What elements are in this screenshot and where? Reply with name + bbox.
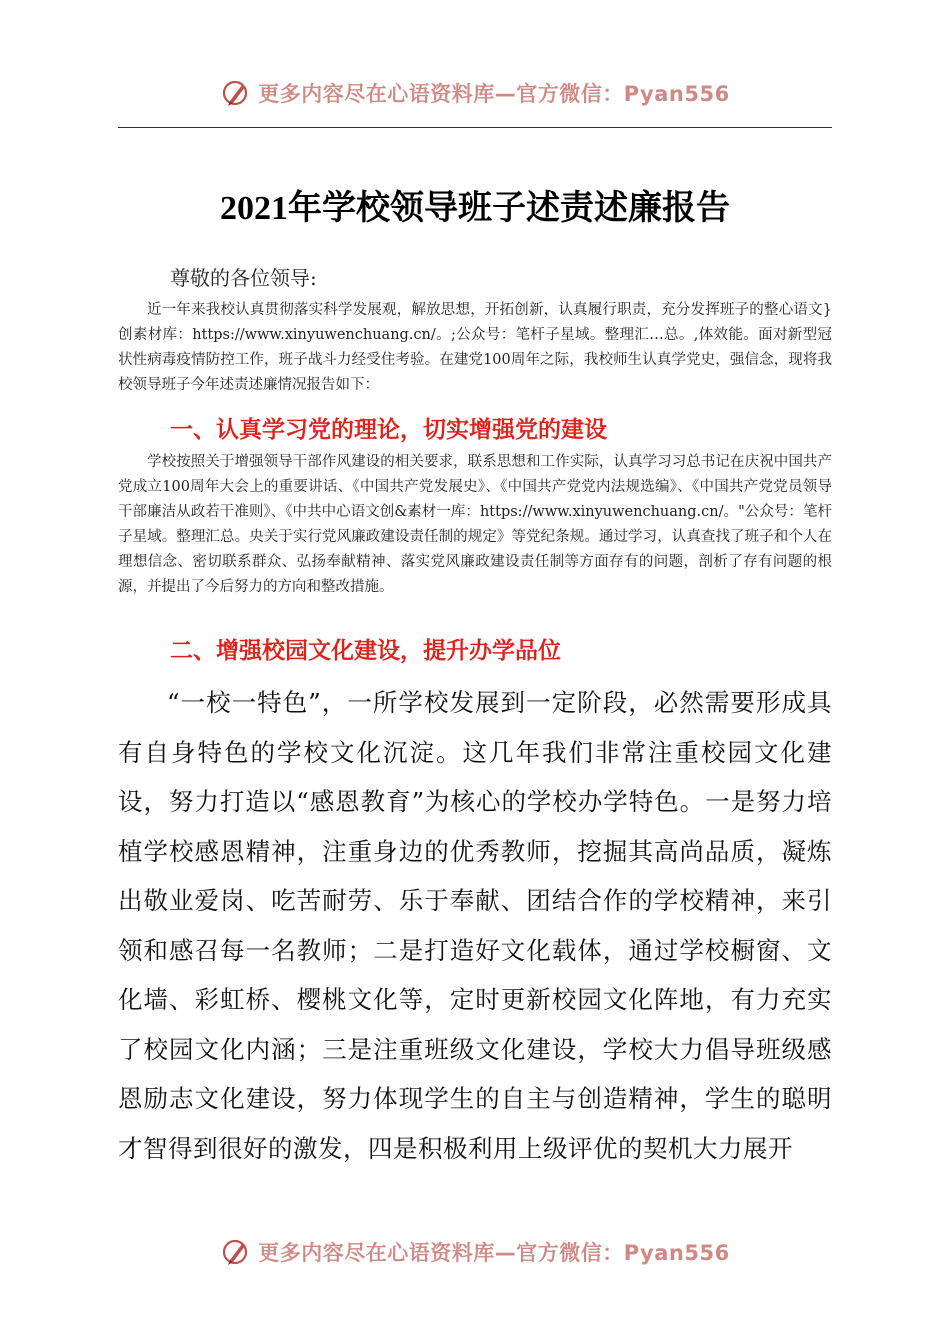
section-1-heading: 一、认真学习党的理论，切实增强党的建设 bbox=[170, 417, 607, 443]
pen-logo-icon bbox=[220, 1236, 252, 1268]
section-2-heading: 二、增强校园文化建设，提升办学品位 bbox=[170, 638, 561, 664]
section-2-body: “一校一特色”，一所学校发展到一定阶段，必然需要形成具有自身特色的学校文化沉淀。这几年我们非常注重校园文化建设，努力打造以“感恩教育”为核心的学校办学特色。一是努力培植学校感恩精神，注重身边的优秀教师，挖掘其高尚品质，凝炼出敬业爱岗、吃苦耐劳、乐于奉献、团结合作的学校精神，来引领和感召每一名教师；二是打造好文化载体，通过学校橱窗、文化墙、彩虹桥、樱桃文化等，定时更新校园文化阵地，有力充实了校园文化内涵；三是注重班级文化建设，学校大力倡导班级感恩励志文化建设，努力体现学生的自主与创造精神，学生的聪明才智得到很好的激发，四是积极利用上级评优的契机大力展开 bbox=[118, 688, 832, 1163]
salutation: 尊敬的各位领导: bbox=[170, 266, 317, 290]
header-banner bbox=[0, 73, 950, 113]
section-1-body: 学校按照关于增强领导干部作风建设的相关要求，联系思想和工作实际，认真学习习总书记在庆祝中国共产党成立100周年大会上的重要讲话、《中国共产党发展史》、《中国共产党党内法规选编》、《中国共产党党员领导干部廉洁从政若干准则》、《中共中心语文创&素材一库：https://www.xinyuwenchuang.cn/。"公众号：笔杆子星域。整理汇总。央关于实行党风廉政建设责任制的规定》等党纪条规。通过学习，认真查找了班子和个人在理想信念、密切联系群众、弘扬奉献精神、落实党风廉政建设责任制等方面存有的问题，剖析了存有问题的根源，并提出了今后努力的方向和整改措施。 bbox=[118, 454, 832, 595]
pen-logo-icon bbox=[220, 77, 252, 109]
header-rule bbox=[118, 127, 832, 128]
banner-text: 更多内容尽在心语资料库—官方微信：Pyan556 bbox=[258, 82, 730, 106]
document-title: 2021年学校领导班子述责述廉报告 bbox=[220, 190, 730, 227]
footer-banner bbox=[0, 1232, 950, 1272]
intro-paragraph: 近一年来我校认真贯彻落实科学发展观，解放思想，开拓创新，认真履行职责，充分发挥班子的整心语文}创素材库：https://www.xinyuwenchuang.cn/。;公众号：笔杆子星域。整理汇…总。,体效能。面对新型冠状性病毒疫情防控工作，班子战斗力经受住考验。在建党100周年之际，我校师生认真学党史，强信念，现将我校领导班子今年述责述廉情况报告如下： bbox=[118, 302, 832, 393]
banner-text: 更多内容尽在心语资料库—官方微信：Pyan556 bbox=[258, 1241, 730, 1265]
